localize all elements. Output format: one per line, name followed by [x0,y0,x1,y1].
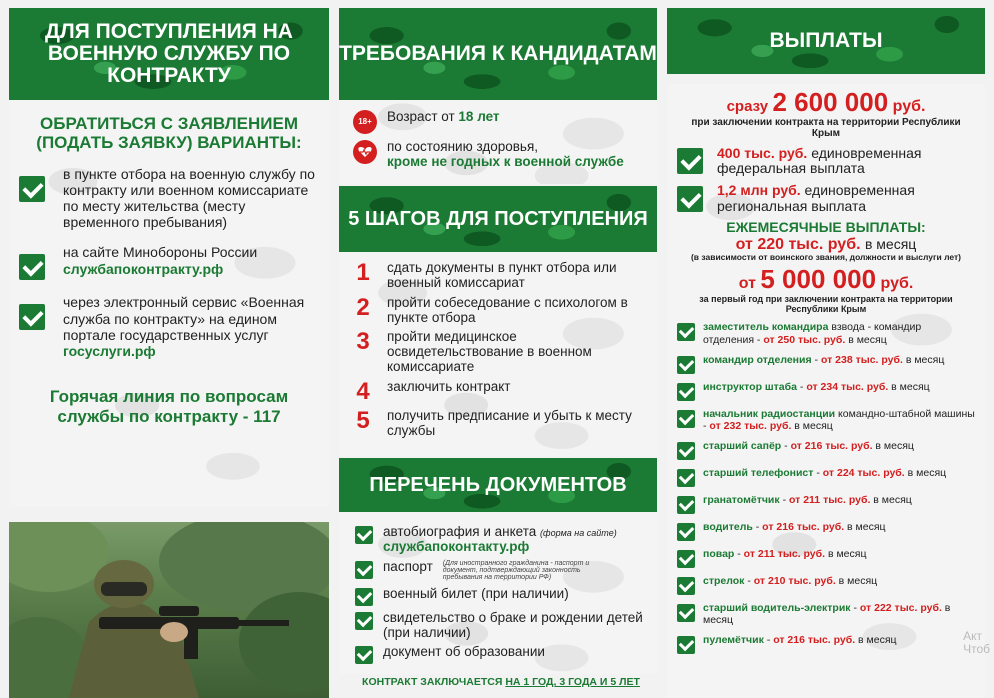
position-period: в месяц [791,420,833,433]
step-number: 5 [356,406,370,434]
position-period: в месяц [844,520,886,533]
option-item [19,294,319,358]
position-role: старший водитель-электрик [703,601,851,614]
at-once-note: при заключении контракта на территории Республики Крым [691,116,961,140]
heartbeat-icon [353,140,377,164]
regional-unit: руб. [771,181,801,198]
step-item [353,377,647,405]
soldier-photo [9,522,329,698]
checkmark-icon [19,254,45,280]
document-text: паспорт [383,558,433,574]
position-pay: от 234 тыс. руб. [806,380,889,393]
apply-heading: ОБРАТИТЬСЯ С ЗАЯВЛЕНИЕМ (ПОДАТЬ ЗАЯВКУ) ВАРИАНТЫ: [36,114,302,153]
checkmark-icon [677,604,695,622]
position-role: старший телефонист [703,466,814,479]
step-number: 4 [356,377,370,405]
health-requirement [353,140,647,170]
steps-banner [339,186,657,252]
position-item [677,602,975,627]
monthly-title: ЕЖЕМЕСЯЧНЫЕ ВЫПЛАТЫ: [726,219,926,236]
step-number: 1 [356,259,370,286]
position-pay: от 216 тыс. руб. [773,633,856,646]
monthly-note: (в зависимости от воинского звания, должности и выслуги лет) [690,252,962,263]
position-period: в месяц [888,380,930,393]
option-text: в пункте отбора на военную службу по контракту или военном комиссариате по месту жительства (месту временного пребывания) [63,166,315,231]
position-item [677,440,975,460]
watermark-text [963,630,990,656]
position-pay: от 216 тыс. руб. [762,520,845,533]
regional-payment [677,183,975,214]
health-text: по состоянию здоровья, [387,139,539,154]
step-item [353,261,647,291]
checkmark-icon [677,148,703,174]
step-number: 3 [356,328,370,356]
requirements-panel [339,100,657,184]
step-text: заключить контракт [387,378,511,394]
federal-payment [677,146,975,177]
checkmark-icon [677,523,695,541]
document-text: свидетельство о браке и рождении детей (при наличии) [383,609,643,640]
position-item [677,354,975,374]
documents-panel [339,512,657,689]
option-link[interactable]: госуслуги.рф [63,342,156,359]
column-payments [667,8,985,698]
position-pay: от 216 тыс. руб. [790,439,873,452]
checkmark-icon [677,410,695,428]
position-item [677,467,975,487]
documents-title: ПЕРЕЧЕНЬ ДОКУМЕНТОВ [369,473,627,496]
column-enlistment [9,8,329,507]
position-role: повар [703,547,735,560]
payments-banner [667,8,985,74]
position-pay: от 211 тыс. руб. [743,547,826,560]
at-once-unit: руб. [892,98,926,115]
column-requirements [339,8,657,689]
position-role: заместитель командира [703,321,829,334]
age-text: Возраст от [387,109,455,124]
checkmark-icon [677,636,695,654]
federal-amount: 400 тыс. руб. [717,144,808,161]
position-period: в месяц [845,333,887,346]
position-period: в месяц [855,633,897,646]
position-desc: - [781,439,791,452]
checkmark-icon [355,646,373,664]
document-link[interactable]: службапоконтакту.рф [383,538,530,554]
payments-title: ВЫПЛАТЫ [769,28,883,52]
position-role: командир отделения [703,353,812,366]
contract-terms-note [355,676,647,688]
position-role: начальник радиостанции [703,407,836,420]
position-desc: - [752,520,763,533]
position-pay: от 238 тыс. руб. [820,353,903,366]
position-item [677,321,975,346]
position-pay: от 224 тыс. руб. [822,466,905,479]
checkmark-icon [677,383,695,401]
year-amount: 5 000 000 [760,264,877,295]
position-pay: от 210 тыс. руб. [753,574,836,587]
position-pay: от 250 тыс. руб. [763,333,846,346]
document-item [355,611,647,641]
position-period: в месяц [835,574,878,587]
position-period: в месяц [870,493,912,506]
checkmark-icon [677,356,695,374]
age-18-icon: 18+ [353,110,377,134]
step-text: сдать документы в пункт отбора или военный комиссариат [387,260,617,290]
position-period: в месяц [902,353,945,366]
age-value: 18 лет [458,109,500,124]
position-role: инструктор штаба [703,380,797,393]
position-desc: - [744,574,754,587]
position-desc: командно-штабной машины - [703,407,975,433]
step-text: пройти собеседование с психологом в пункте отбора [387,294,628,325]
position-desc: взвода - командир отделения - [703,321,922,346]
document-item [355,587,647,606]
position-pay: от 232 тыс. руб. [709,420,792,433]
checkmark-icon [355,612,373,630]
watermark-line: Чтоб [963,642,990,657]
year-unit: руб. [880,275,914,293]
checkmark-icon [19,304,45,330]
position-period: в месяц [703,601,951,627]
document-item [355,560,647,582]
contract-terms: НА 1 ГОД, 3 ГОДА И 5 ЛЕТ [505,676,640,689]
document-note: (Для иностранного гражданина - паспорт и документ, подтверждающий законность пребывания на территории РФ) [442,559,590,582]
option-text: через электронный сервис «Военная служба по контракту» на едином портале государственных услуг [63,294,305,343]
hotline-text: Горячая линия по вопросам службы по контракту - 117 [49,386,289,427]
position-desc: - [779,493,789,506]
federal-text: единовременная федеральная выплата [717,144,922,177]
year-from: от [738,275,756,293]
document-note: (форма на сайте) [540,528,617,538]
position-desc: - [734,547,744,560]
monthly-unit: в месяц [864,235,917,252]
position-item [677,575,975,595]
step-text: пройти медицинское освидетельствование в военном комиссариате [387,329,592,375]
checkmark-icon [677,577,695,595]
document-item [355,645,647,664]
steps-panel [339,252,657,456]
position-desc: - [850,601,860,614]
position-desc: - [796,380,807,393]
year-note: за первый год при заключении контракта на территории Республики Крым [699,293,953,314]
position-pay: от 211 тыс. руб. [789,493,871,506]
position-item [677,548,975,568]
position-desc: - [813,466,823,479]
position-role: стрелок [703,574,745,587]
position-period: в месяц [872,439,914,452]
position-item [677,521,975,541]
at-once-amount: 2 600 000 [772,87,889,117]
regional-text: единовременная региональная выплата [717,181,915,214]
position-desc: - [811,353,821,366]
position-desc: - [763,633,774,646]
age-requirement [353,110,647,134]
requirements-title: ТРЕБОВАНИЯ К КАНДИДАТАМ [339,41,657,65]
checkmark-icon [19,176,45,202]
position-item [677,408,975,433]
option-link[interactable]: службапоконтракту.рф [63,260,224,277]
checkmark-icon [677,323,695,341]
enlistment-banner [9,8,329,100]
document-item [355,525,647,555]
position-role: водитель [703,520,753,533]
position-pay: от 222 тыс. руб. [859,601,942,614]
soldier-illustration [9,522,329,698]
position-item [677,494,975,514]
steps-title: 5 ШАГОВ ДЛЯ ПОСТУПЛЕНИЯ [348,207,648,230]
checkmark-icon [355,588,373,606]
position-period: в месяц [825,547,867,560]
documents-banner [339,458,657,512]
enlistment-title: ДЛЯ ПОСТУПЛЕНИЯ НА ВОЕННУЮ СЛУЖБУ ПО КОНТРАКТУ [45,19,293,88]
health-emphasis: кроме не годных к военной службе [387,153,624,169]
at-once-word: сразу [726,98,769,115]
checkmark-icon [677,186,703,212]
checkmark-icon [677,496,695,514]
step-text: получить предписание и убыть к месту службы [387,407,632,438]
position-item [677,381,975,401]
step-item [353,330,647,375]
document-text: документ об образовании [383,644,545,660]
positions-list [677,321,975,654]
requirements-banner [339,8,657,100]
year-payment [677,265,975,294]
position-role: гранатомётчик [703,493,780,506]
checkmark-icon [355,561,373,579]
watermark-line: Акт [963,629,982,643]
enlistment-panel [9,100,329,507]
checkmark-icon [677,442,695,460]
position-role: старший сапёр [703,439,782,452]
contract-prefix: КОНТРАКТ ЗАКЛЮЧАЕТСЯ [362,676,503,689]
step-number: 2 [356,293,370,321]
option-text: на сайте Минобороны России [63,244,258,261]
regional-amount: 1,2 млн [717,181,769,198]
option-item [19,166,319,230]
at-once-payment [677,88,975,117]
document-text: военный билет (при наличии) [383,585,569,601]
position-item [677,634,975,654]
option-item [19,244,319,280]
step-item [353,406,647,439]
checkmark-icon [355,526,373,544]
monthly-payment [677,236,975,254]
document-text: автобиография и анкета [383,524,537,539]
checkmark-icon [677,469,695,487]
monthly-from: от 220 тыс. руб. [735,235,861,253]
payments-panel [667,84,985,698]
step-item [353,293,647,326]
checkmark-icon [677,550,695,568]
position-role: пулемётчик [703,633,764,646]
position-period: в месяц [904,466,947,479]
